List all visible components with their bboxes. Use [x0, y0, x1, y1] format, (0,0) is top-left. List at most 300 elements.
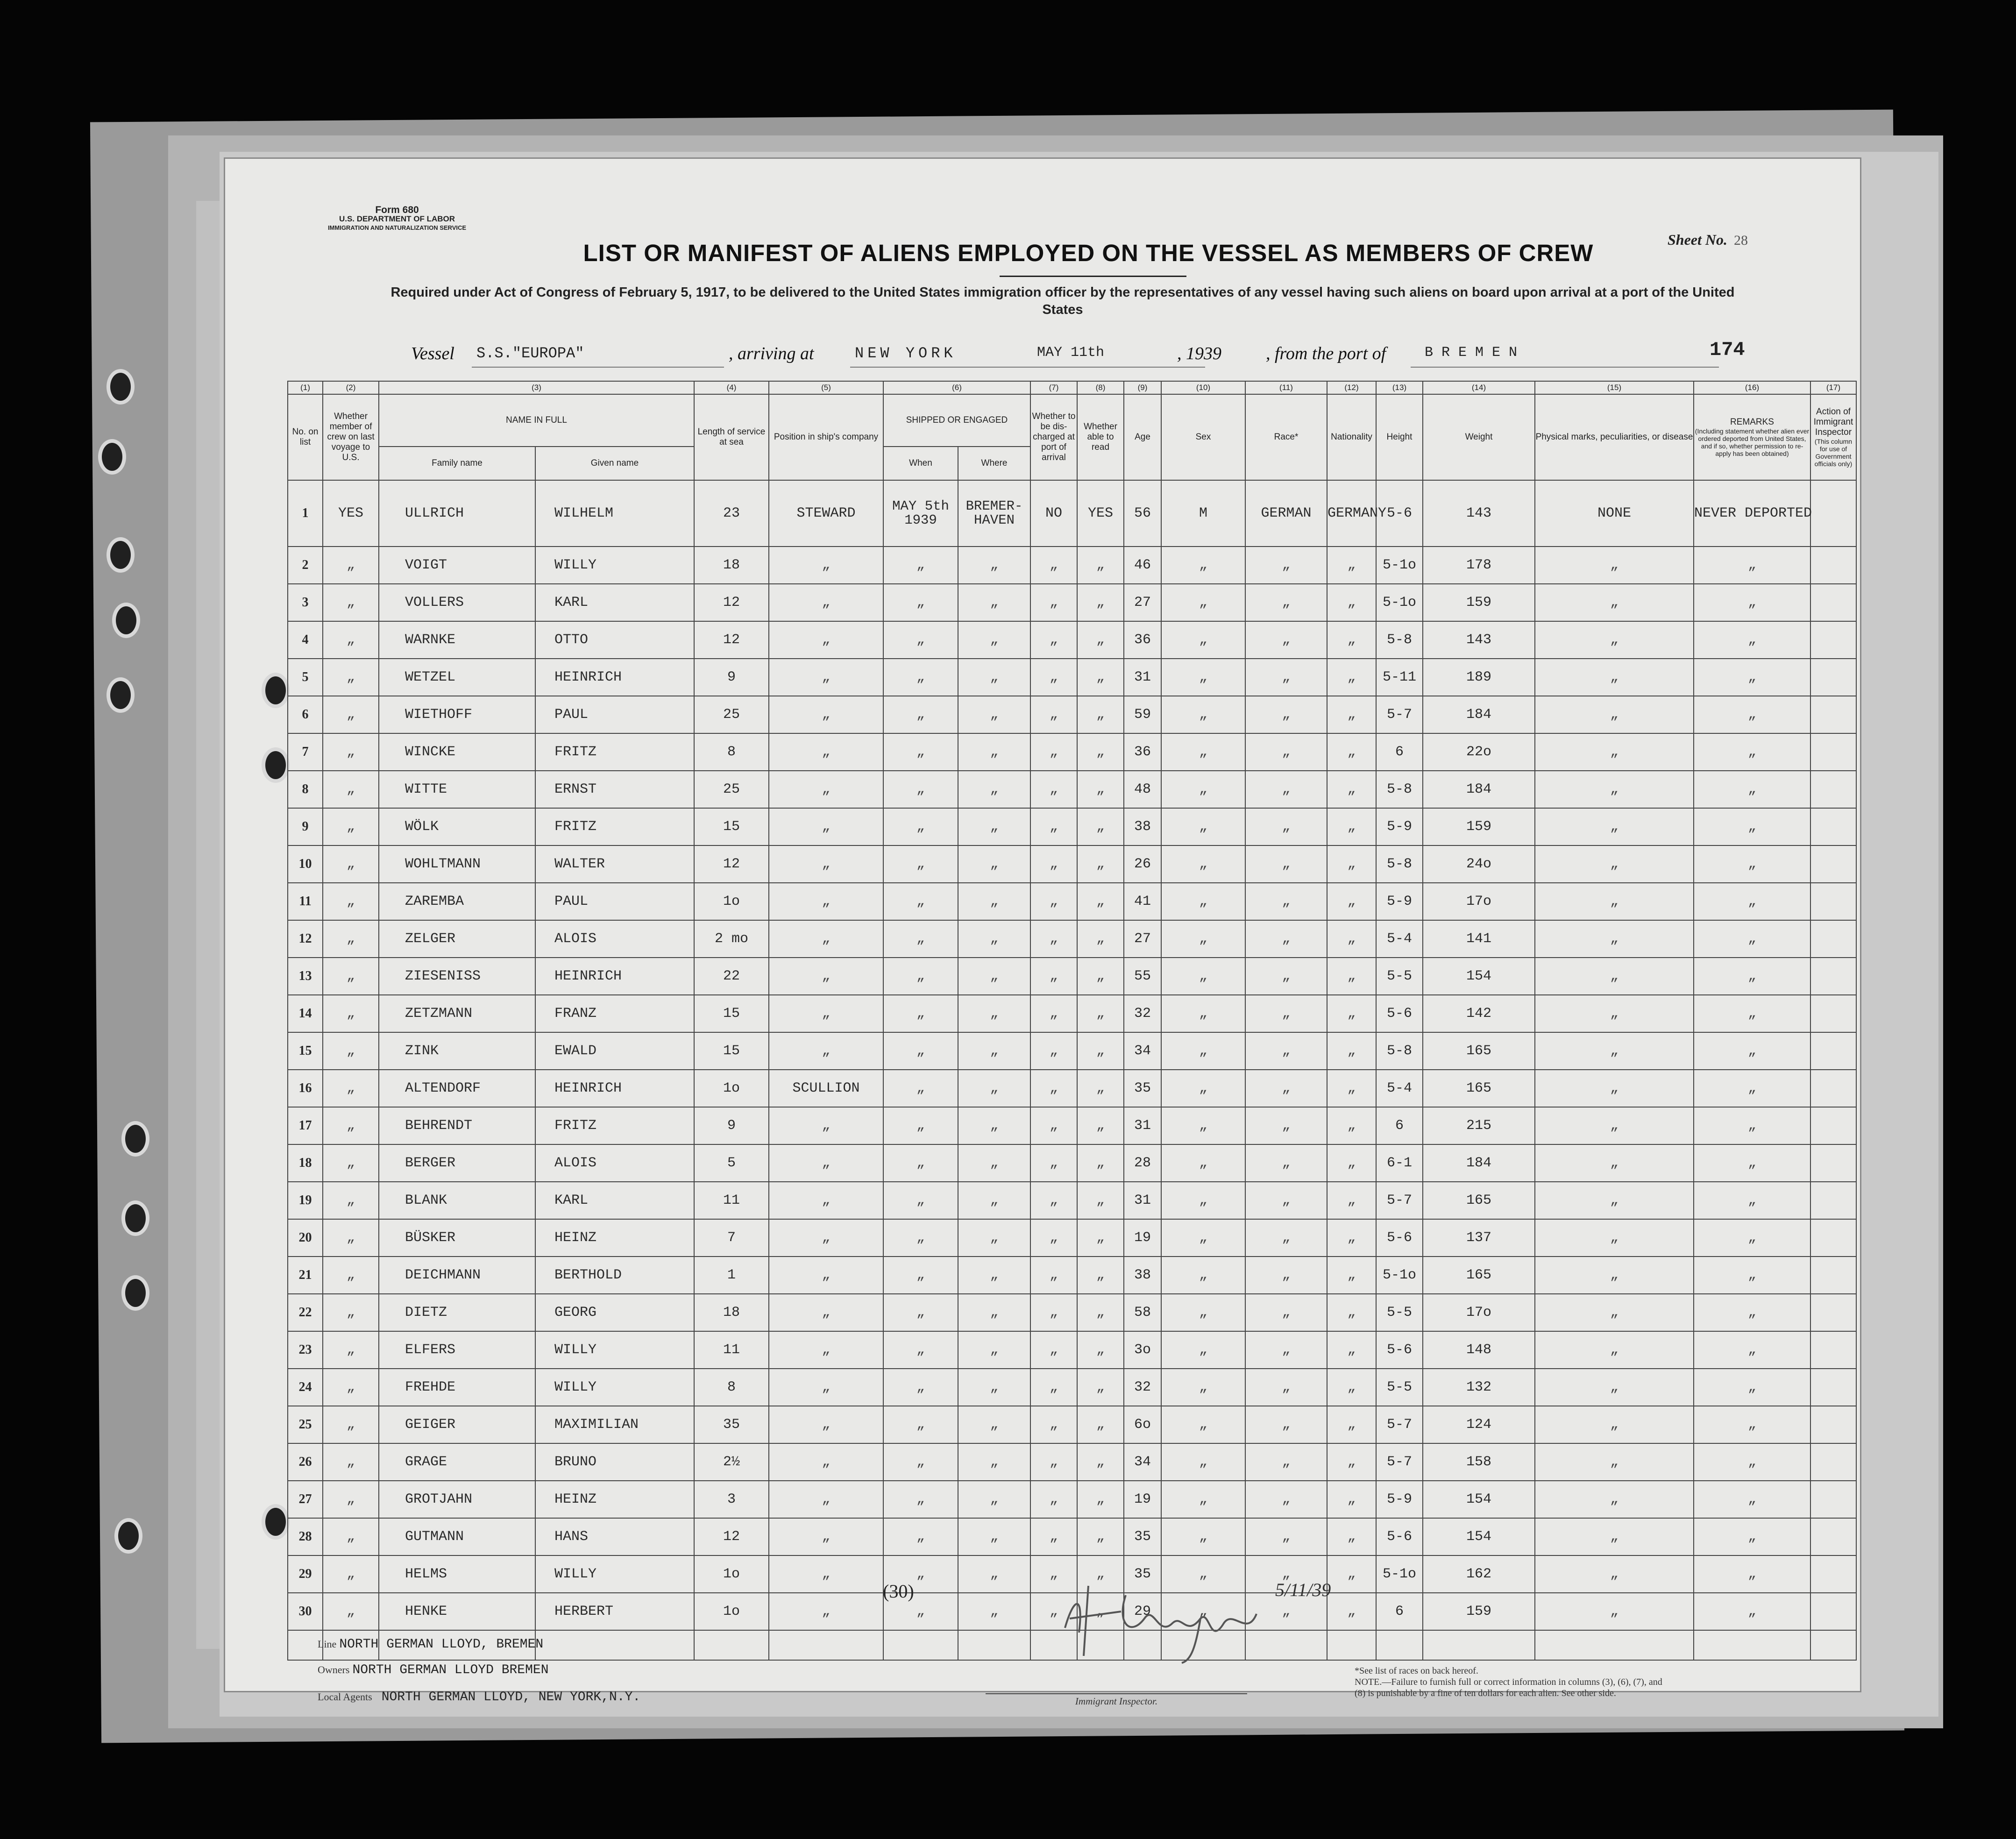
height: 5-1o	[1376, 1257, 1423, 1294]
sex: „	[1161, 1107, 1245, 1144]
crew-last-voyage: „	[323, 1182, 379, 1219]
shipped-when: „	[883, 1593, 958, 1630]
nationality: „	[1327, 845, 1376, 883]
shipped-where: „	[958, 845, 1030, 883]
race: „	[1245, 845, 1327, 883]
table-row	[288, 1294, 1856, 1331]
col-num-10: (10)	[1161, 381, 1245, 394]
ship-position: „	[769, 1257, 883, 1294]
weight: 124	[1423, 1406, 1535, 1443]
shipped-where: „	[958, 621, 1030, 659]
shipped-where: „	[958, 1219, 1030, 1257]
age: 19	[1124, 1481, 1161, 1518]
row-number: 26	[288, 1443, 323, 1481]
fill-line	[1411, 367, 1719, 368]
crew-last-voyage: „	[323, 1107, 379, 1144]
remarks: „	[1694, 1593, 1810, 1630]
vessel-line	[406, 341, 1752, 369]
physical-marks: „	[1535, 1406, 1694, 1443]
nationality: „	[1327, 920, 1376, 958]
weight: 154	[1423, 1481, 1535, 1518]
race: „	[1245, 1107, 1327, 1144]
nationality: GERMANY	[1327, 480, 1376, 547]
given-name: WILHELM	[535, 480, 694, 547]
weight: 165	[1423, 1182, 1535, 1219]
ship-position: „	[769, 621, 883, 659]
length-of-service: 9	[694, 659, 769, 696]
shipped-where: „	[958, 958, 1030, 995]
physical-marks: „	[1535, 1443, 1694, 1481]
age: 38	[1124, 1257, 1161, 1294]
able-to-read: „	[1077, 1555, 1124, 1593]
race: „	[1245, 958, 1327, 995]
age: 48	[1124, 771, 1161, 808]
family-name: VOIGT	[379, 547, 535, 584]
physical-marks: „	[1535, 1070, 1694, 1107]
height: 5-1o	[1376, 584, 1423, 621]
family-name: GRAGE	[379, 1443, 535, 1481]
ship-position: „	[769, 1107, 883, 1144]
able-to-read: „	[1077, 1593, 1124, 1630]
header-shipped-engaged: SHIPPED OR ENGAGED	[883, 394, 1030, 447]
physical-marks: „	[1535, 621, 1694, 659]
header-physical-marks: Physical marks, peculiarities, or disease	[1535, 394, 1694, 480]
col-num-9: (9)	[1124, 381, 1161, 394]
header-crew-last-voyage: Whether member of crew on last voyage to U.S.	[323, 394, 379, 480]
length-of-service: 1o	[694, 1555, 769, 1593]
header-discharged: Whether to be dis-charged at port of arrival	[1030, 394, 1077, 480]
shipped-when: „	[883, 883, 958, 920]
remarks: „	[1694, 1070, 1810, 1107]
nationality: „	[1327, 1331, 1376, 1369]
physical-marks: „	[1535, 1182, 1694, 1219]
shipped-where: „	[958, 1144, 1030, 1182]
able-to-read: „	[1077, 883, 1124, 920]
weight: 159	[1423, 584, 1535, 621]
weight: 142	[1423, 995, 1535, 1032]
remarks: „	[1694, 1144, 1810, 1182]
remarks: „	[1694, 1257, 1810, 1294]
height: 5-4	[1376, 920, 1423, 958]
family-name: WÖLK	[379, 808, 535, 845]
sex: „	[1161, 958, 1245, 995]
physical-marks: „	[1535, 1481, 1694, 1518]
header-no-on-list: No. on list	[288, 394, 323, 480]
nationality: „	[1327, 1593, 1376, 1630]
length-of-service: 2 mo	[694, 920, 769, 958]
row-number: 12	[288, 920, 323, 958]
inspector-action	[1810, 1070, 1856, 1107]
ship-position: SCULLION	[769, 1070, 883, 1107]
race: „	[1245, 1481, 1327, 1518]
to-be-discharged: „	[1030, 1331, 1077, 1369]
to-be-discharged: „	[1030, 1481, 1077, 1518]
length-of-service: 2½	[694, 1443, 769, 1481]
sex: „	[1161, 995, 1245, 1032]
row-number: 6	[288, 696, 323, 733]
length-of-service: 3	[694, 1481, 769, 1518]
row-number: 10	[288, 845, 323, 883]
family-name: ZIESENISS	[379, 958, 535, 995]
length-of-service: 5	[694, 1144, 769, 1182]
family-name: BERGER	[379, 1144, 535, 1182]
weight: 154	[1423, 1518, 1535, 1555]
from-port: BREMEN	[1425, 345, 1526, 361]
height: 5-9	[1376, 883, 1423, 920]
height: 5-4	[1376, 1070, 1423, 1107]
given-name: ALOIS	[535, 1144, 694, 1182]
nationality: „	[1327, 883, 1376, 920]
sex: „	[1161, 808, 1245, 845]
crew-last-voyage: „	[323, 1518, 379, 1555]
physical-marks: „	[1535, 1219, 1694, 1257]
nationality: „	[1327, 621, 1376, 659]
shipped-when: „	[883, 1182, 958, 1219]
table-row	[288, 920, 1856, 958]
col-num-11: (11)	[1245, 381, 1327, 394]
weight: 165	[1423, 1070, 1535, 1107]
family-name: WIETHOFF	[379, 696, 535, 733]
inspector-action	[1810, 480, 1856, 547]
sex: „	[1161, 1481, 1245, 1518]
family-name: BÜSKER	[379, 1219, 535, 1257]
nationality: „	[1327, 659, 1376, 696]
nationality: „	[1327, 1144, 1376, 1182]
able-to-read: „	[1077, 1294, 1124, 1331]
nationality: „	[1327, 1107, 1376, 1144]
ship-position: „	[769, 659, 883, 696]
sheet-label: Sheet No.	[1668, 231, 1727, 248]
race: „	[1245, 1406, 1327, 1443]
shipped-where: „	[958, 771, 1030, 808]
blank-cell	[1694, 1630, 1810, 1660]
height: 6-1	[1376, 1144, 1423, 1182]
length-of-service: 23	[694, 480, 769, 547]
header-family-name: Family name	[379, 447, 535, 480]
given-name: PAUL	[535, 696, 694, 733]
arrival-date: MAY 11th	[1037, 345, 1105, 361]
line-label: Line	[318, 1638, 337, 1650]
sheet-value: 28	[1734, 233, 1748, 248]
length-of-service: 22	[694, 958, 769, 995]
height: 5-5	[1376, 1294, 1423, 1331]
to-be-discharged: „	[1030, 883, 1077, 920]
inspector-action	[1810, 1331, 1856, 1369]
shipped-where: „	[958, 1331, 1030, 1369]
physical-marks: „	[1535, 808, 1694, 845]
col-num-1: (1)	[288, 381, 323, 394]
crew-last-voyage: „	[323, 1331, 379, 1369]
race: „	[1245, 920, 1327, 958]
col-num-14: (14)	[1423, 381, 1535, 394]
crew-last-voyage: „	[323, 621, 379, 659]
crew-last-voyage: „	[323, 1593, 379, 1630]
table-row	[288, 621, 1856, 659]
nationality: „	[1327, 771, 1376, 808]
shipped-where: „	[958, 995, 1030, 1032]
given-name: ALOIS	[535, 920, 694, 958]
able-to-read: „	[1077, 1369, 1124, 1406]
able-to-read: „	[1077, 1257, 1124, 1294]
crew-last-voyage: „	[323, 696, 379, 733]
height: 6	[1376, 1107, 1423, 1144]
crew-last-voyage: „	[323, 920, 379, 958]
height: 5-5	[1376, 1369, 1423, 1406]
physical-marks: „	[1535, 1032, 1694, 1070]
row-number: 29	[288, 1555, 323, 1593]
crew-last-voyage: „	[323, 1481, 379, 1518]
header-where: Where	[958, 447, 1030, 480]
row-number: 1	[288, 480, 323, 547]
row-number: 20	[288, 1219, 323, 1257]
shipped-when: „	[883, 1257, 958, 1294]
height: 5-6	[1376, 480, 1423, 547]
ship-position: „	[769, 920, 883, 958]
height: 5-6	[1376, 1219, 1423, 1257]
height: 5-8	[1376, 771, 1423, 808]
length-of-service: 8	[694, 733, 769, 771]
family-name: BLANK	[379, 1182, 535, 1219]
shipped-when: „	[883, 547, 958, 584]
physical-marks: NONE	[1535, 480, 1694, 547]
race: „	[1245, 584, 1327, 621]
able-to-read: „	[1077, 696, 1124, 733]
age: 56	[1124, 480, 1161, 547]
given-name: WILLY	[535, 1555, 694, 1593]
shipped-where: „	[958, 659, 1030, 696]
fill-line	[472, 367, 724, 368]
remarks: „	[1694, 771, 1810, 808]
shipped-where: „	[958, 1070, 1030, 1107]
given-name: MAXIMILIAN	[535, 1406, 694, 1443]
race: „	[1245, 883, 1327, 920]
height: 5-6	[1376, 1518, 1423, 1555]
weight: 143	[1423, 621, 1535, 659]
inspector-action	[1810, 621, 1856, 659]
remarks: „	[1694, 733, 1810, 771]
nationality: „	[1327, 1294, 1376, 1331]
weight: 165	[1423, 1032, 1535, 1070]
row-number: 5	[288, 659, 323, 696]
able-to-read: „	[1077, 1481, 1124, 1518]
shipped-where: „	[958, 808, 1030, 845]
footer-agents	[318, 1690, 640, 1704]
blank-cell	[958, 1630, 1030, 1660]
header-nationality: Nationality	[1327, 394, 1376, 480]
col-num-6: (6)	[883, 381, 1030, 394]
weight: 189	[1423, 659, 1535, 696]
nationality: „	[1327, 584, 1376, 621]
table-row	[288, 1070, 1856, 1107]
age: 31	[1124, 1107, 1161, 1144]
sex: „	[1161, 1294, 1245, 1331]
age: 36	[1124, 621, 1161, 659]
race: „	[1245, 1257, 1327, 1294]
length-of-service: 1o	[694, 1070, 769, 1107]
inspector-action	[1810, 733, 1856, 771]
shipped-where: „	[958, 920, 1030, 958]
shipped-where: „	[958, 733, 1030, 771]
able-to-read: „	[1077, 958, 1124, 995]
table-row	[288, 1369, 1856, 1406]
age: 59	[1124, 696, 1161, 733]
title-underline	[1000, 276, 1186, 277]
crew-last-voyage: „	[323, 1555, 379, 1593]
length-of-service: 12	[694, 621, 769, 659]
length-of-service: 8	[694, 1369, 769, 1406]
remarks: „	[1694, 1443, 1810, 1481]
to-be-discharged: „	[1030, 1107, 1077, 1144]
sheet-number	[1668, 231, 1748, 249]
able-to-read: „	[1077, 547, 1124, 584]
physical-marks: „	[1535, 547, 1694, 584]
binder-hole	[121, 1200, 149, 1236]
shipped-where: „	[958, 696, 1030, 733]
shipped-when: „	[883, 1144, 958, 1182]
sex: „	[1161, 883, 1245, 920]
shipped-when: „	[883, 1070, 958, 1107]
able-to-read: „	[1077, 1070, 1124, 1107]
table-row	[288, 1518, 1856, 1555]
weight: 215	[1423, 1107, 1535, 1144]
race: „	[1245, 1294, 1327, 1331]
remarks: „	[1694, 1481, 1810, 1518]
nationality: „	[1327, 1182, 1376, 1219]
to-be-discharged: „	[1030, 1219, 1077, 1257]
row-number: 11	[288, 883, 323, 920]
family-name: ZAREMBA	[379, 883, 535, 920]
nationality: „	[1327, 808, 1376, 845]
sex: „	[1161, 1331, 1245, 1369]
family-name: ZINK	[379, 1032, 535, 1070]
race: „	[1245, 733, 1327, 771]
length-of-service: 12	[694, 584, 769, 621]
race: „	[1245, 1369, 1327, 1406]
able-to-read: „	[1077, 621, 1124, 659]
crew-last-voyage: „	[323, 1070, 379, 1107]
able-to-read: „	[1077, 808, 1124, 845]
shipped-where: „	[958, 1406, 1030, 1443]
table-row	[288, 547, 1856, 584]
blank-cell	[535, 1630, 694, 1660]
shipped-when: „	[883, 958, 958, 995]
family-name: WINCKE	[379, 733, 535, 771]
able-to-read: „	[1077, 1219, 1124, 1257]
page-number: 174	[1710, 339, 1745, 361]
to-be-discharged: „	[1030, 1257, 1077, 1294]
shipped-when: „	[883, 1369, 958, 1406]
inspector-action	[1810, 1182, 1856, 1219]
shipped-where: „	[958, 1107, 1030, 1144]
shipped-when: „	[883, 808, 958, 845]
inspector-action	[1810, 1107, 1856, 1144]
length-of-service: 1	[694, 1257, 769, 1294]
ship-position: „	[769, 1406, 883, 1443]
row-number: 21	[288, 1257, 323, 1294]
sex: „	[1161, 1555, 1245, 1593]
physical-marks: „	[1535, 1555, 1694, 1593]
row-number: 22	[288, 1294, 323, 1331]
given-name: BERTHOLD	[535, 1257, 694, 1294]
given-name: WILLY	[535, 1369, 694, 1406]
family-name: GROTJAHN	[379, 1481, 535, 1518]
given-name: HEINZ	[535, 1481, 694, 1518]
to-be-discharged: „	[1030, 1406, 1077, 1443]
sex: M	[1161, 480, 1245, 547]
nationality: „	[1327, 1406, 1376, 1443]
given-name: EWALD	[535, 1032, 694, 1070]
to-be-discharged: „	[1030, 1443, 1077, 1481]
given-name: HEINRICH	[535, 958, 694, 995]
weight: 137	[1423, 1219, 1535, 1257]
shipped-when: „	[883, 621, 958, 659]
given-name: HEINZ	[535, 1219, 694, 1257]
age: 6o	[1124, 1406, 1161, 1443]
given-name: HEINRICH	[535, 1070, 694, 1107]
ship-position: „	[769, 808, 883, 845]
age: 35	[1124, 1555, 1161, 1593]
binder-hole	[114, 1518, 142, 1554]
blank-cell	[1535, 1630, 1694, 1660]
shipped-when: „	[883, 920, 958, 958]
table-row	[288, 584, 1856, 621]
physical-marks: „	[1535, 1331, 1694, 1369]
arrival-port: NEW YORK	[855, 345, 957, 362]
family-name: GEIGER	[379, 1406, 535, 1443]
physical-marks: „	[1535, 1518, 1694, 1555]
weight: 17o	[1423, 883, 1535, 920]
family-name: ULLRICH	[379, 480, 535, 547]
race: „	[1245, 1219, 1327, 1257]
shipped-when: „	[883, 1518, 958, 1555]
table-row	[288, 696, 1856, 733]
physical-marks: „	[1535, 845, 1694, 883]
sex: „	[1161, 659, 1245, 696]
row-number: 7	[288, 733, 323, 771]
shipped-where: „	[958, 1182, 1030, 1219]
ship-position: „	[769, 1032, 883, 1070]
col-num-3: (3)	[379, 381, 694, 394]
arriving-label: , arriving at	[729, 344, 814, 363]
binder-hole	[121, 1121, 149, 1157]
length-of-service: 11	[694, 1331, 769, 1369]
nationality: „	[1327, 1555, 1376, 1593]
able-to-read: „	[1077, 584, 1124, 621]
crew-rows	[288, 480, 1856, 1660]
height: 5-1o	[1376, 547, 1423, 584]
height: 5-9	[1376, 1481, 1423, 1518]
inspector-action	[1810, 808, 1856, 845]
ship-position: „	[769, 1219, 883, 1257]
table-row	[288, 883, 1856, 920]
race: „	[1245, 1593, 1327, 1630]
age: 19	[1124, 1219, 1161, 1257]
footer-owners	[318, 1663, 549, 1677]
shipped-where: „	[958, 1443, 1030, 1481]
row-number: 3	[288, 584, 323, 621]
physical-marks: „	[1535, 1144, 1694, 1182]
to-be-discharged: „	[1030, 808, 1077, 845]
table-row	[288, 1406, 1856, 1443]
age: 28	[1124, 1144, 1161, 1182]
height: 6	[1376, 1593, 1423, 1630]
crew-last-voyage: „	[323, 1144, 379, 1182]
to-be-discharged: „	[1030, 920, 1077, 958]
nationality: „	[1327, 1257, 1376, 1294]
given-name: PAUL	[535, 883, 694, 920]
to-be-discharged: „	[1030, 1182, 1077, 1219]
shipped-where: „	[958, 1481, 1030, 1518]
